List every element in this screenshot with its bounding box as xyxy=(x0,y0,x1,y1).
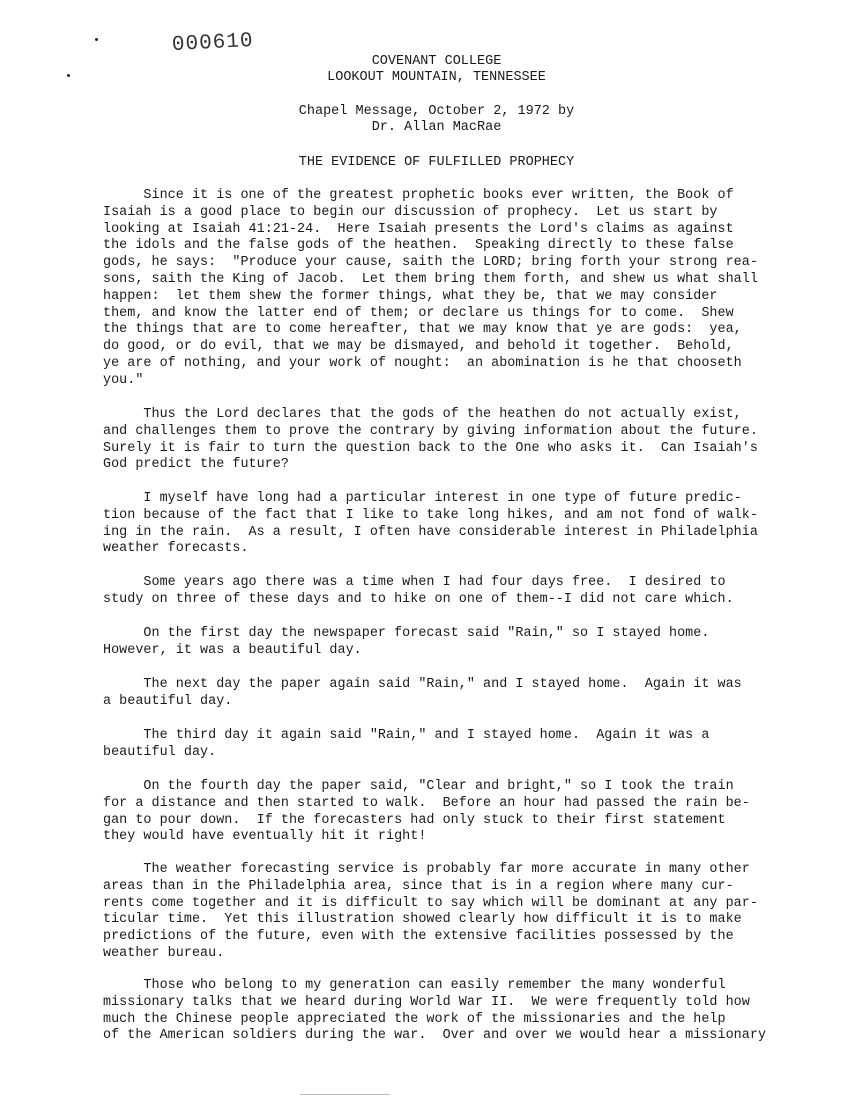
paragraph: Some years ago there was a time when I had four days free. I desired to study on three of these days and to hike on one of them--I did not care which. xyxy=(103,575,734,607)
paragraph: On the first day the newspaper forecast said "Rain," so I stayed home. However, it was a beautiful day. xyxy=(103,626,710,658)
author-name: Dr. Allan MacRae xyxy=(371,120,502,135)
paragraph: The third day it again said "Rain," and I stayed home. Again it was a beautiful day. xyxy=(103,728,710,760)
college-name: COVENANT COLLEGE xyxy=(371,54,502,69)
paragraph: Since it is one of the greatest prophetic books ever written, the Book of Isaiah is a good place to begin our discussion of prophecy. Let us start by looking at Isaiah 41:21-24. Here Isaiah presents the Lord's claims as against the idols and the false gods of the heathen. Speaking directly to these false gods, he says: "Produce your cause, saith the LORD; bring forth your strong rea- sons, saith the King of Jacob. Let them bring them forth, and shew us what shall happen: let them shew the former things, what they be, that we may consider them, and know the latter end of them; or declare us things for to come. Shew the things that are to come hereafter, that we may know that ye are gods: yea, do good, or do evil, that we may be dismayed, and behold it together. Behold, ye are of nothing, and your work of nought: an abomination is he that chooseth you." xyxy=(103,188,758,388)
paragraph: The weather forecasting service is probably far more accurate in many other areas than in the Philadelphia area, since that is in a region where many cur- rents come together and it is difficult to say which will be dominant at any par- ticular time. Yet this illustration showed clearly how difficult it is to make predictions of the future, even with the extensive facilities possessed by the weather bureau. xyxy=(103,862,758,961)
message-info xyxy=(10,104,853,136)
paragraph: Thus the Lord declares that the gods of the heathen do not actually exist, and challenges them to prove the contrary by giving information about the future. Surely it is fair to turn the question back to the One who asks it. Can Isaiah's God predict the future? xyxy=(103,407,758,473)
scan-artifact xyxy=(300,1094,390,1095)
institution-header xyxy=(10,54,853,86)
college-location: LOOKOUT MOUNTAIN, TENNESSEE xyxy=(327,70,546,85)
scan-speck xyxy=(95,38,98,41)
document-number-stamp: 000610 xyxy=(171,29,255,58)
paragraph: I myself have long had a particular interest in one type of future predic- tion because of the fact that I like to take long hikes, and am not fond of walk- ing in the rain. As a result, I often have considerable interest in Philadelphia weather forecasts. xyxy=(103,491,758,557)
paragraph: On the fourth day the paper said, "Clear and bright," so I took the train for a distance and then started to walk. Before an hour had passed the rain be- gan to pour down. If the forecasters had only stuck to their first statement they would have eventually hit it right! xyxy=(103,779,750,845)
paragraph: The next day the paper again said "Rain," and I stayed home. Again it was a beautiful day. xyxy=(103,677,742,709)
document-title: THE EVIDENCE OF FULFILLED PROPHECY xyxy=(298,155,575,170)
message-date: Chapel Message, October 2, 1972 by xyxy=(298,104,575,119)
paragraph: Those who belong to my generation can easily remember the many wonderful missionary talks that we heard during World War II. We were frequently told how much the Chinese people appreciated the work of the missionaries and the help of the American soldiers during the war. Over and over we would hear a missionary xyxy=(103,978,767,1044)
